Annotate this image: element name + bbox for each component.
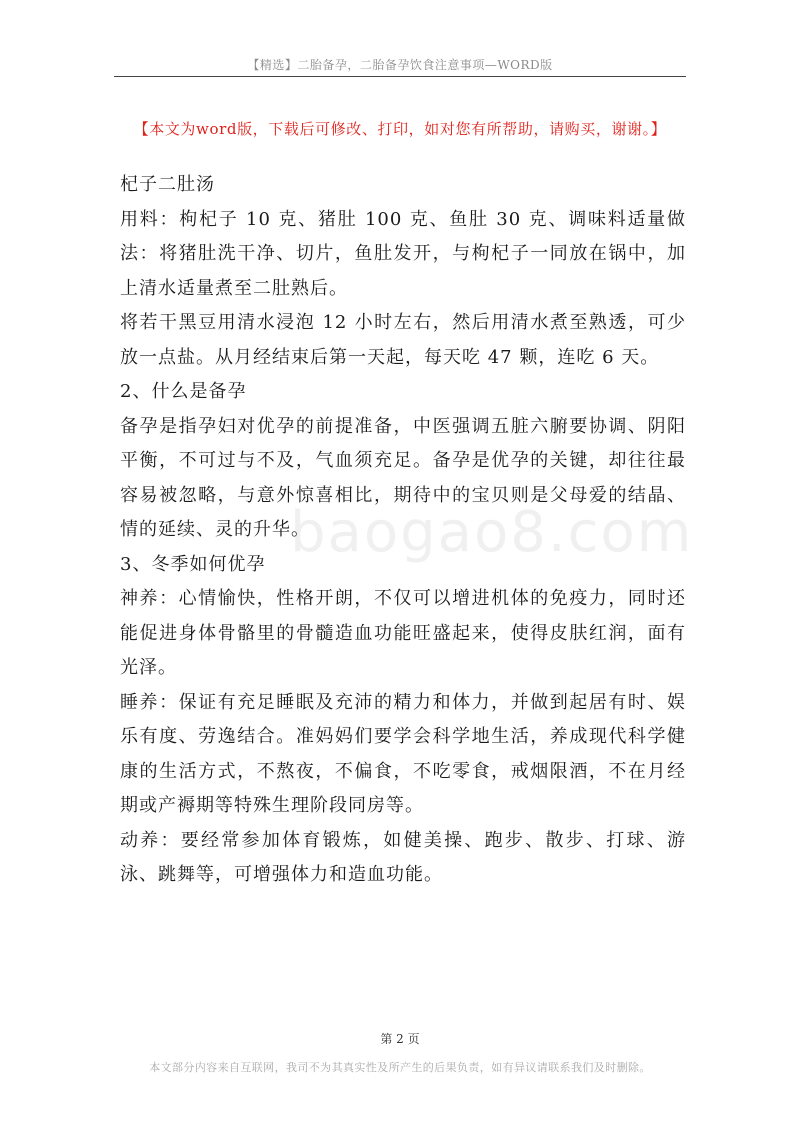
section-heading-what-is-preparation: 2、什么是备孕 bbox=[120, 381, 247, 402]
paragraph-mind-care: 神养：心情愉快，性格开朗，不仅可以增进机体的免疫力，同时还能促进身体骨骼里的骨髓造血功能旺盛起来，使得皮肤红润，面有光泽。 bbox=[120, 588, 686, 678]
word-version-notice: 【本文为word版，下载后可修改、打印，如对您有所帮助，请购买，谢谢。】 bbox=[133, 120, 667, 138]
header-divider bbox=[114, 76, 686, 77]
paragraph-ingredients: 用料：枸杞子 10 克、猪肚 100 克、鱼肚 30 克、调味料适量做法：将猪肚洗干净、切片，鱼肚发开，与枸杞子一同放在锅中，加上清水适量煮至二肚熟后。 bbox=[120, 208, 686, 299]
paragraph-preparation-definition: 备孕是指孕妇对优孕的前提准备，中医强调五脏六腑要协调、阴阳平衡，不可过与不及，气血须充足。备孕是优孕的关键，却往往最容易被忽略，与意外惊喜相比，期待中的宝贝则是父母爱的结晶、情的延续、灵的升华。 bbox=[120, 415, 686, 540]
footer-disclaimer: 本文部分内容来自互联网，我司不为其真实性及所产生的后果负责，如有异议请联系我们及时删除。 bbox=[149, 1061, 651, 1074]
paragraph-sleep-care: 睡养：保证有充足睡眠及充沛的精力和体力，并做到起居有时、娱乐有度、劳逸结合。准妈妈们要学会科学地生活，养成现代科学健康的生活方式，不熬夜，不偏食，不吃零食，戒烟限酒，不在月经期或产褥期等特殊生理阶段同房等。 bbox=[120, 691, 686, 816]
watermark: baogao8.com bbox=[290, 500, 694, 565]
page-header: 【精选】二胎备孕，二胎备孕饮食注意事项—WORD版 bbox=[247, 58, 553, 72]
page-number: 第 2 页 bbox=[380, 1032, 420, 1046]
document-body bbox=[120, 168, 686, 893]
paragraph-exercise-care: 动养：要经常参加体育锻炼，如健美操、跑步、散步、打球、游泳、跳舞等，可增强体力和造血功能。 bbox=[120, 829, 686, 885]
section-title-recipe: 杞子二肚汤 bbox=[120, 174, 215, 195]
section-heading-winter-tips: 3、冬季如何优孕 bbox=[120, 553, 266, 575]
paragraph-black-beans: 将若干黑豆用清水浸泡 12 小时左右，然后用清水煮至熟透，可少放一点盐。从月经结束后第一天起，每天吃 47 颗，连吃 6 天。 bbox=[120, 312, 686, 368]
